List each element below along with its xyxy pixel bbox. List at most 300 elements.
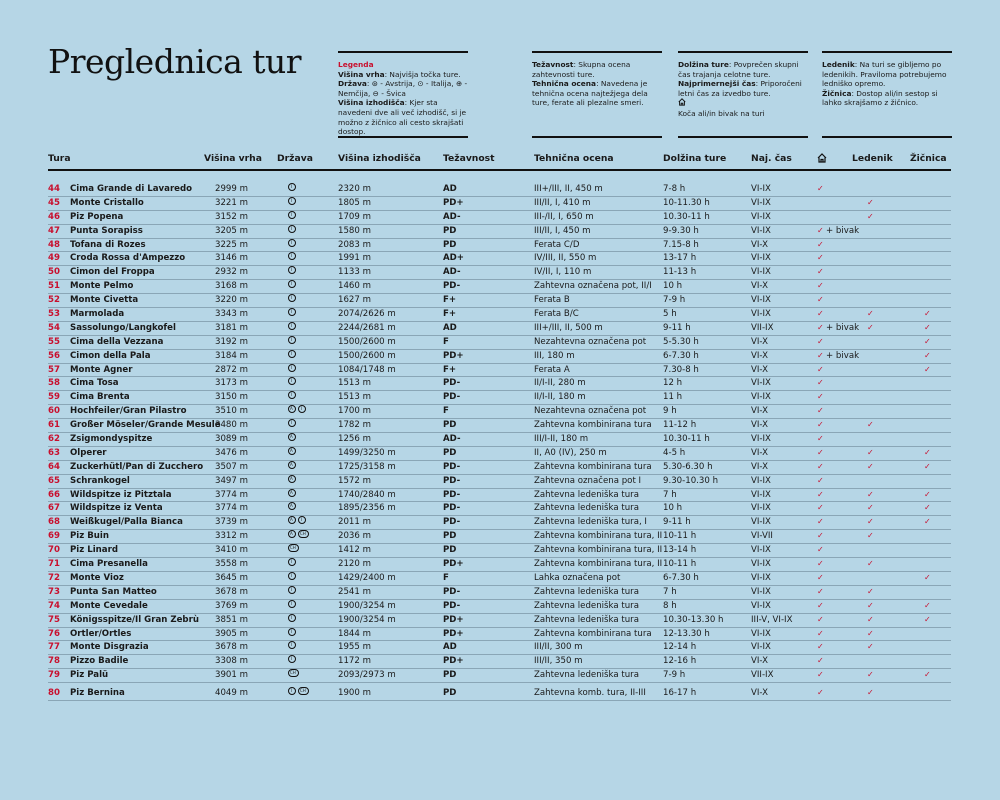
legend-text: : Skupna ocena zahtevnosti ture. — [532, 60, 631, 79]
table-row — [48, 419, 951, 433]
table-row — [48, 280, 951, 294]
country-flags — [288, 252, 298, 264]
lift-check: ✓ — [924, 461, 931, 471]
tour-name: Monte Agner — [70, 364, 133, 375]
technical-grade: Ferata B/C — [534, 309, 579, 320]
country-flags — [288, 280, 298, 292]
table-row — [48, 433, 951, 447]
lift-check: ✓ — [924, 572, 931, 582]
legend-text: : Priporočeni letni čas za izvedbo ture. — [678, 79, 802, 98]
difficulty-grade: PD- — [443, 281, 461, 292]
peak-height: 3510 m — [215, 406, 248, 417]
table-row — [48, 447, 951, 461]
tour-length: 7 h — [663, 489, 677, 500]
hut-check: ✓ — [817, 688, 824, 698]
technical-grade: Ferata A — [534, 364, 570, 375]
tour-number: 74 — [48, 600, 60, 611]
country-flags — [288, 502, 298, 514]
tour-length: 7.30-8 h — [663, 364, 699, 375]
hut-check: ✓ — [817, 628, 824, 638]
technical-grade: Nezahtevna označena pot — [534, 336, 647, 347]
technical-grade: Zahtevna označena pot I — [534, 475, 642, 486]
tour-number: 68 — [48, 517, 60, 528]
country-it-icon — [288, 558, 296, 566]
difficulty-grade: F+ — [443, 295, 457, 306]
country-flags — [288, 419, 298, 431]
col-header-tehnicna-ocena: Tehnična ocena — [534, 153, 614, 164]
glacier-check: ✓ — [867, 197, 874, 207]
best-time: VI-IX — [751, 572, 771, 583]
tour-name: Monte Cristallo — [70, 197, 144, 208]
tour-number: 67 — [48, 503, 60, 514]
start-height: 1805 m — [338, 197, 371, 208]
table-row — [48, 530, 951, 544]
hut-check: ✓ — [817, 336, 824, 346]
lift-check: ✓ — [924, 600, 931, 610]
country-ch-icon — [298, 687, 309, 695]
start-height: 2036 m — [338, 531, 371, 542]
hut-check: ✓ — [817, 600, 824, 610]
start-height: 1580 m — [338, 225, 371, 236]
hut-check: ✓ — [817, 670, 824, 680]
peak-height: 3774 m — [215, 489, 248, 500]
tour-name: Großer Möseler/Grande Mesule — [70, 420, 221, 431]
difficulty-grade: PD+ — [443, 350, 464, 361]
difficulty-grade: PD- — [443, 378, 461, 389]
best-time: VI-X — [751, 281, 768, 292]
country-flags — [288, 461, 298, 473]
technical-grade: Zahtevna ledeniška tura — [534, 614, 639, 625]
best-time: VI-X — [751, 406, 768, 417]
tour-number: 45 — [48, 197, 60, 208]
start-height: 1499/3250 m — [338, 447, 396, 458]
table-row — [48, 600, 951, 614]
country-flags — [288, 239, 298, 251]
lift-check: ✓ — [924, 447, 931, 457]
best-time: VI-X — [751, 461, 768, 472]
table-row — [48, 687, 951, 701]
glacier-check: ✓ — [867, 642, 874, 652]
peak-height: 3901 m — [215, 670, 248, 681]
technical-grade: Zahtevna ledeniška tura — [534, 503, 639, 514]
glacier-check: ✓ — [867, 531, 874, 541]
technical-grade: III-/II, I, 650 m — [534, 211, 594, 222]
start-height: 1627 m — [338, 295, 371, 306]
hut-check: ✓ — [817, 184, 824, 193]
tour-name: Monte Pelmo — [70, 281, 134, 292]
hut-check: ✓ — [817, 614, 824, 624]
start-height: 1084/1748 m — [338, 364, 396, 375]
glacier-check: ✓ — [867, 600, 874, 610]
tour-number: 71 — [48, 559, 60, 570]
table-row — [48, 614, 951, 628]
country-it-icon — [298, 405, 306, 413]
country-flags — [288, 614, 298, 626]
difficulty-grade: F — [443, 406, 449, 417]
legend-label: Višina izhodišča — [338, 98, 405, 108]
tour-name: Weißkugel/Palla Bianca — [70, 517, 183, 528]
hut-extra: + bivak — [826, 225, 860, 236]
peak-height: 2872 m — [215, 364, 248, 375]
glacier-check: ✓ — [867, 586, 874, 596]
glacier-check: ✓ — [867, 461, 874, 471]
table-row — [48, 572, 951, 586]
tour-name: Monte Cevedale — [70, 600, 148, 611]
tour-name: Ortler/Ortles — [70, 628, 132, 639]
start-height: 1895/2356 m — [338, 503, 396, 514]
best-time: VI-IX — [751, 309, 771, 320]
tour-number: 44 — [48, 184, 60, 194]
difficulty-grade: PD — [443, 670, 457, 681]
peak-height: 3480 m — [215, 420, 248, 431]
col-header-visina-vrha: Višina vrha — [204, 153, 262, 164]
peak-height: 3181 m — [215, 322, 248, 333]
hut-check: ✓ — [817, 364, 824, 374]
start-height: 1256 m — [338, 434, 371, 445]
difficulty-grade: AD+ — [443, 253, 464, 264]
tour-number: 60 — [48, 406, 60, 417]
hut-check: ✓ — [817, 489, 824, 499]
peak-height: 3678 m — [215, 586, 248, 597]
country-a-icon — [288, 433, 296, 441]
peak-height: 2999 m — [215, 184, 248, 194]
difficulty-grade: PD- — [443, 517, 461, 528]
table-row — [48, 364, 951, 378]
tour-name: Monte Civetta — [70, 295, 139, 306]
table-row — [48, 669, 951, 683]
table-header — [48, 153, 951, 171]
country-it-icon — [288, 211, 296, 219]
tour-number: 59 — [48, 392, 60, 403]
difficulty-grade: PD- — [443, 503, 461, 514]
country-it-icon — [288, 225, 296, 233]
peak-height: 3184 m — [215, 350, 248, 361]
technical-grade: Ferata C/D — [534, 239, 580, 250]
difficulty-grade: PD- — [443, 586, 461, 597]
technical-grade: Zahtevna kombinirana tura, II — [534, 559, 663, 570]
start-height: 1700 m — [338, 406, 371, 417]
legend-block-3 — [678, 51, 808, 119]
table-row — [48, 405, 951, 419]
difficulty-grade: PD- — [443, 489, 461, 500]
lift-check: ✓ — [924, 364, 931, 374]
difficulty-grade: PD — [443, 225, 457, 236]
tour-length: 16-17 h — [663, 688, 697, 699]
country-flags — [288, 558, 298, 570]
tour-number: 70 — [48, 545, 60, 556]
col-header-tezavnost: Težavnost — [443, 153, 495, 164]
glacier-check: ✓ — [867, 670, 874, 680]
tour-length: 7-9 h — [663, 295, 686, 306]
tour-number: 75 — [48, 614, 60, 625]
technical-grade: Zahtevna kombinirana tura, II — [534, 531, 663, 542]
tour-name: Punta San Matteo — [70, 586, 157, 597]
tour-length: 5-5.30 h — [663, 336, 699, 347]
table-row — [48, 308, 951, 322]
legend-text: : Kjer sta navedeni dve ali več izhodišč, si je možno z žičnico ali cesto skrajšati dostop. — [338, 98, 467, 137]
peak-height: 3558 m — [215, 559, 248, 570]
start-height: 1844 m — [338, 628, 371, 639]
tour-number: 46 — [48, 211, 60, 222]
start-height: 1172 m — [338, 656, 371, 667]
best-time: VI-X — [751, 364, 768, 375]
table-row — [48, 377, 951, 391]
tour-name: Cimon della Pala — [70, 350, 151, 361]
peak-height: 3146 m — [215, 253, 248, 264]
col-header-dolzina-ture: Dolžina ture — [663, 153, 727, 164]
table-row — [48, 211, 951, 225]
legend-text: : ⊛ - Avstrija, ⊙ - Italija, ⊕ - Nemčija, ⊖ - Švica — [338, 79, 468, 98]
hut-check: ✓ — [817, 545, 824, 555]
tour-number: 69 — [48, 531, 60, 542]
country-a-icon — [288, 405, 296, 413]
tour-name: Cima della Vezzana — [70, 336, 164, 347]
difficulty-grade: AD — [443, 184, 457, 194]
lift-check: ✓ — [924, 336, 931, 346]
start-height: 1900/3254 m — [338, 600, 396, 611]
peak-height: 3192 m — [215, 336, 248, 347]
start-height: 1513 m — [338, 392, 371, 403]
difficulty-grade: F+ — [443, 364, 457, 375]
tour-length: 10.30-11 h — [663, 434, 710, 445]
tour-length: 4-5 h — [663, 447, 686, 458]
table-row — [48, 322, 951, 336]
table-row — [48, 628, 951, 642]
start-height: 1513 m — [338, 378, 371, 389]
tour-number: 53 — [48, 309, 60, 320]
legend-text: : Dostop ali/in sestop si lahko skrajšamo z žičnico. — [822, 88, 938, 108]
peak-height: 3678 m — [215, 642, 248, 653]
best-time: VI-IX — [751, 392, 771, 403]
difficulty-grade: PD — [443, 447, 457, 458]
country-a-icon — [288, 516, 296, 524]
difficulty-grade: F — [443, 336, 449, 347]
lift-check: ✓ — [924, 670, 931, 680]
country-it-icon — [298, 516, 306, 524]
technical-grade: Ferata B — [534, 295, 570, 306]
glacier-check: ✓ — [867, 211, 874, 221]
legend-text: : Navedena je tehnična ocena najtežjega dela ture, ferate ali plezalne smeri. — [532, 79, 648, 108]
tour-name: Wildspitze iz Venta — [70, 503, 163, 514]
tour-length: 10 h — [663, 503, 683, 514]
technical-grade: III/II, 350 m — [534, 656, 583, 667]
country-flags — [288, 266, 298, 278]
country-a-icon — [288, 530, 296, 538]
difficulty-grade: PD — [443, 531, 457, 542]
legend-heading: Legenda — [338, 60, 374, 69]
legend-text: : Najvišja točka ture. — [384, 69, 461, 79]
best-time: VI-X — [751, 656, 768, 667]
country-it-icon — [288, 572, 296, 580]
tour-length: 7.15-8 h — [663, 239, 699, 250]
legend-block-1 — [338, 51, 468, 137]
tour-length: 9.30-10.30 h — [663, 475, 719, 486]
hut-check: ✓ — [817, 461, 824, 471]
tour-length: 6-7.30 h — [663, 572, 699, 583]
tour-length: 10.30-13.30 h — [663, 614, 724, 625]
technical-grade: III+/III, II, 450 m — [534, 184, 603, 194]
hut-check: ✓ — [817, 531, 824, 541]
country-flags — [288, 600, 298, 612]
best-time: VI-IX — [751, 545, 771, 556]
country-flags — [288, 225, 298, 237]
glacier-check: ✓ — [867, 447, 874, 457]
country-it-icon — [288, 308, 296, 316]
tour-length: 10-11 h — [663, 559, 697, 570]
country-it-icon — [288, 641, 296, 649]
technical-grade: II/I-II, 280 m — [534, 378, 586, 389]
tour-name: Piz Bernina — [70, 688, 125, 699]
tour-number: 66 — [48, 489, 60, 500]
technical-grade: Zahtevna kombinirana tura, II — [534, 545, 663, 556]
peak-height: 3343 m — [215, 309, 248, 320]
glacier-check: ✓ — [867, 489, 874, 499]
table-row — [48, 239, 951, 253]
table-row — [48, 350, 951, 364]
start-height: 1725/3158 m — [338, 461, 396, 472]
best-time: VI-X — [751, 350, 768, 361]
country-flags — [288, 655, 298, 667]
country-it-icon — [288, 322, 296, 330]
tour-number: 48 — [48, 239, 60, 250]
tour-name: Zsigmondyspitze — [70, 434, 153, 445]
country-it-icon — [288, 614, 296, 622]
peak-height: 3152 m — [215, 211, 248, 222]
difficulty-grade: PD+ — [443, 559, 464, 570]
tour-length: 12 h — [663, 378, 683, 389]
start-height: 1572 m — [338, 475, 371, 486]
tour-length: 9-9.30 h — [663, 225, 699, 236]
table-row — [48, 252, 951, 266]
hut-check: ✓ — [817, 572, 824, 582]
tour-length: 5.30-6.30 h — [663, 461, 713, 472]
tour-length: 7-9 h — [663, 670, 686, 681]
tour-length: 9-11 h — [663, 322, 691, 333]
tour-length: 12-16 h — [663, 656, 697, 667]
country-flags — [288, 544, 301, 556]
start-height: 2083 m — [338, 239, 371, 250]
table-row — [48, 558, 951, 572]
hut-check: ✓ — [817, 267, 824, 277]
technical-grade: Lahka označena pot — [534, 572, 621, 583]
tour-number: 79 — [48, 670, 60, 681]
technical-grade: Zahtevna ledeniška tura — [534, 600, 639, 611]
tour-length: 7-8 h — [663, 184, 686, 194]
technical-grade: IV/II, I, 110 m — [534, 267, 592, 278]
tour-name: Wildspitze iz Pitztala — [70, 489, 172, 500]
country-a-icon — [288, 489, 296, 497]
country-ch-icon — [298, 530, 309, 538]
peak-height: 3497 m — [215, 475, 248, 486]
technical-grade: Zahtevna ledeniška tura, I — [534, 517, 647, 528]
difficulty-grade: PD — [443, 239, 457, 250]
peak-height: 3739 m — [215, 517, 248, 528]
table-row — [48, 266, 951, 280]
hut-check: ✓ — [817, 475, 824, 485]
start-height: 1900/3254 m — [338, 614, 396, 625]
peak-height: 3645 m — [215, 572, 248, 583]
tour-length: 5 h — [663, 309, 677, 320]
best-time: VI-IX — [751, 295, 771, 306]
tour-name: Königsspitze/Il Gran Zebrù — [70, 614, 199, 625]
start-height: 1709 m — [338, 211, 371, 222]
start-height: 1429/2400 m — [338, 572, 396, 583]
peak-height: 3168 m — [215, 281, 248, 292]
legend-label: Najprimernejši čas — [678, 79, 756, 89]
technical-grade: Nezahtevna označena pot — [534, 406, 647, 417]
tour-length: 12-14 h — [663, 642, 697, 653]
tour-number: 57 — [48, 364, 60, 375]
tour-name: Tofana di Rozes — [70, 239, 146, 250]
peak-height: 2932 m — [215, 267, 248, 278]
best-time: VI-IX — [751, 586, 771, 597]
peak-height: 3905 m — [215, 628, 248, 639]
hut-check: ✓ — [817, 559, 824, 569]
tour-number: 51 — [48, 281, 60, 292]
country-a-icon — [288, 447, 296, 455]
tour-length: 10 h — [663, 281, 683, 292]
peak-height: 3221 m — [215, 197, 248, 208]
technical-grade: Zahtevna označena pot, II/I — [534, 281, 652, 292]
hut-check: ✓ — [817, 406, 824, 416]
col-header-visina-izhodisca: Višina izhodišča — [338, 153, 421, 164]
best-time: VI-IX — [751, 225, 771, 236]
difficulty-grade: AD — [443, 322, 457, 333]
col-header-tura: Tura — [48, 153, 71, 164]
tour-number: 47 — [48, 225, 60, 236]
country-flags — [288, 391, 298, 403]
hut-check: ✓ — [817, 295, 824, 305]
tour-number: 54 — [48, 322, 60, 333]
tour-name: Hochfeiler/Gran Pilastro — [70, 406, 187, 417]
country-flags — [288, 364, 298, 376]
best-time: VI-VII — [751, 531, 773, 542]
difficulty-grade: PD- — [443, 475, 461, 486]
peak-height: 3476 m — [215, 447, 248, 458]
legend-text: : Povprečen skupni čas trajanja celotne ture. — [678, 60, 799, 79]
table-row — [48, 336, 951, 350]
lift-check: ✓ — [924, 309, 931, 319]
technical-grade: Zahtevna ledeniška tura — [534, 670, 639, 681]
hut-check: ✓ — [817, 586, 824, 596]
col-header-drzava: Država — [277, 153, 313, 164]
tour-name: Marmolada — [70, 309, 125, 320]
country-it-icon — [288, 687, 296, 695]
peak-height: 3312 m — [215, 531, 248, 542]
legend-label: Težavnost — [532, 60, 574, 69]
tour-name: Piz Linard — [70, 545, 118, 556]
country-flags — [288, 572, 298, 584]
col-header-ledenik: Ledenik — [852, 153, 893, 164]
legend-label: Ledenik — [822, 60, 855, 69]
peak-height: 3308 m — [215, 656, 248, 667]
country-it-icon — [288, 350, 296, 358]
country-flags — [288, 294, 298, 306]
legend-label: Dolžina ture — [678, 60, 729, 69]
start-height: 2011 m — [338, 517, 371, 528]
best-time: VI-IX — [751, 211, 771, 222]
glacier-check: ✓ — [867, 559, 874, 569]
tour-name: Schrankogel — [70, 475, 130, 486]
tour-number: 76 — [48, 628, 60, 639]
tour-number: 62 — [48, 434, 60, 445]
country-flags — [288, 197, 298, 209]
tour-number: 61 — [48, 420, 60, 431]
country-flags — [288, 641, 298, 653]
hut-extra: + bivak — [826, 322, 860, 333]
hut-check: ✓ — [817, 239, 824, 249]
hut-check: ✓ — [817, 350, 824, 360]
